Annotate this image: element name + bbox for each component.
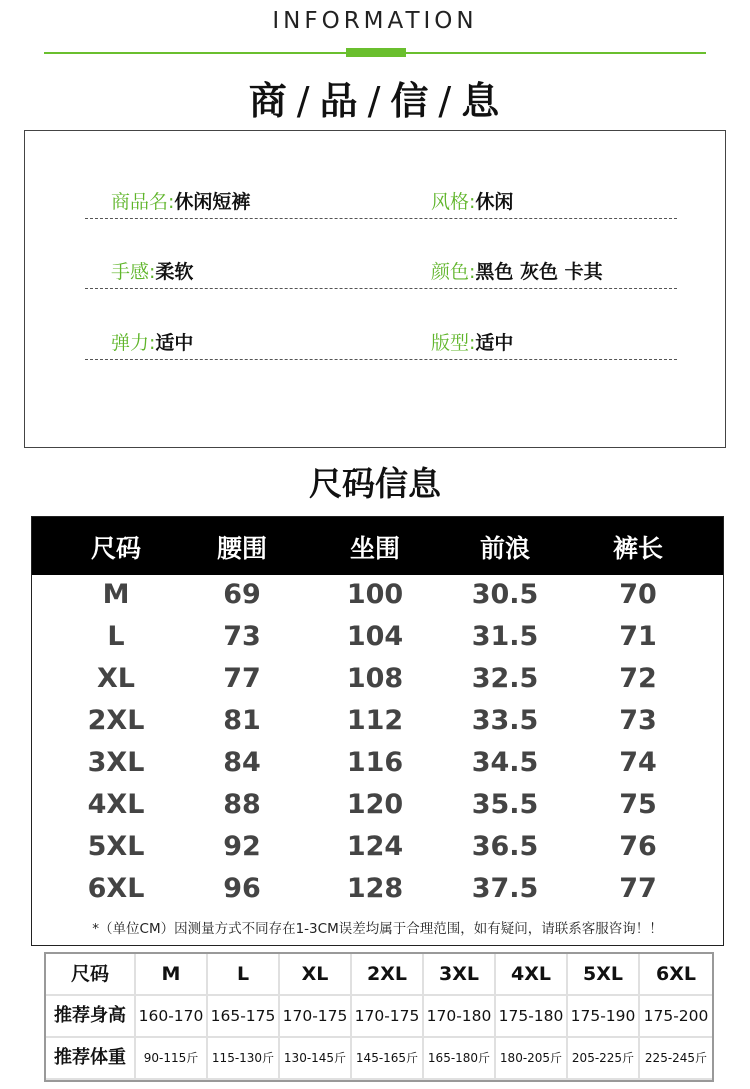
info-key: 商品名: [111,191,175,213]
hip-cell: 108 [346,663,404,694]
info-field-feel [111,257,193,284]
size-cell: 3XL [87,747,145,778]
length-cell: 75 [619,789,657,820]
info-value: 休闲 [475,191,514,213]
column-header: 裤长 [612,534,663,563]
weight-label-cell: 推荐体重 [46,1038,134,1078]
length-cell: 76 [619,831,657,862]
info-key: 颜色: [431,261,476,283]
info-field-color [431,257,603,284]
weight-cell: 205-225斤 [568,1038,638,1078]
size-header: 6XL [640,954,712,994]
size-header: 5XL [568,954,638,994]
table-row [32,577,723,619]
length-cell: 70 [619,579,657,610]
table-row [32,829,723,871]
size-cell: 2XL [87,705,145,736]
height-cell: 170-175 [280,996,350,1036]
column-header: 尺码 [90,534,141,563]
column-header: 前浪 [479,534,530,563]
product-info-title [0,70,750,125]
size-header: 4XL [496,954,566,994]
size-label-cell: 尺码 [46,954,134,994]
info-field-style [431,187,513,214]
green-accent-bar [346,48,406,57]
size-cell: 4XL [87,789,145,820]
title-separator: / [438,79,454,123]
title-separator: / [296,79,312,123]
size-header: XL [280,954,350,994]
info-row [85,320,677,360]
rise-cell: 33.5 [471,705,539,736]
weight-cell: 180-205斤 [496,1038,566,1078]
info-key: 弹力: [111,332,156,354]
title-char: 息 [461,79,502,123]
rise-cell: 34.5 [471,747,539,778]
weight-cell: 90-115斤 [136,1038,206,1078]
waist-cell: 73 [223,621,261,652]
weight-cell: 165-180斤 [424,1038,494,1078]
size-cell: XL [96,663,136,694]
weight-cell: 145-165斤 [352,1038,422,1078]
info-value: 适中 [155,332,194,354]
height-cell: 165-175 [208,996,278,1036]
hip-cell: 116 [346,747,404,778]
hip-cell: 128 [346,873,404,904]
size-info-title: 尺码信息 [309,464,441,503]
title-separator: / [367,79,383,123]
info-value: 黑色 灰色 卡其 [475,261,603,283]
table-row [32,745,723,787]
length-cell: 74 [619,747,657,778]
measurement-note: *（单位CM）因测量方式不同存在1-3CM误差均属于合理范围，如有疑问，请联系客服咨询！！ [92,921,663,937]
rise-cell: 31.5 [471,621,539,652]
length-cell: 72 [619,663,657,694]
waist-cell: 77 [223,663,261,694]
waist-cell: 96 [223,873,261,904]
length-cell: 77 [619,873,657,904]
title-char: 信 [390,79,431,123]
column-header: 坐围 [349,534,400,563]
size-cell: 5XL [87,831,145,862]
table-row [32,871,723,913]
info-field-name [111,187,250,214]
info-row [85,179,677,219]
height-cell: 170-175 [352,996,422,1036]
size-header: L [208,954,278,994]
recommendation-table [44,952,714,1082]
weight-cell: 115-130斤 [208,1038,278,1078]
size-cell: M [102,579,130,610]
waist-cell: 84 [223,747,261,778]
waist-cell: 88 [223,789,261,820]
hip-cell: 112 [346,705,404,736]
size-header: 2XL [352,954,422,994]
info-field-elasticity [111,328,193,355]
info-value: 柔软 [155,261,194,283]
product-info-box [24,130,726,448]
info-row [85,249,677,289]
rise-cell: 37.5 [471,873,539,904]
waist-cell: 92 [223,831,261,862]
table-row [32,619,723,661]
info-value: 休闲短裤 [174,191,251,213]
size-table [31,516,724,946]
length-cell: 73 [619,705,657,736]
title-char: 品 [319,79,360,123]
height-cell: 170-180 [424,996,494,1036]
info-field-fit [431,328,513,355]
table-row [32,661,723,703]
height-cell: 175-200 [640,996,712,1036]
rise-cell: 32.5 [471,663,539,694]
waist-cell: 81 [223,705,261,736]
size-table-header [32,517,723,575]
waist-cell: 69 [223,579,261,610]
title-char: 商 [248,79,289,123]
size-cell: L [107,621,125,652]
info-value: 适中 [475,332,514,354]
table-row [32,703,723,745]
height-cell: 160-170 [136,996,206,1036]
size-header: 3XL [424,954,494,994]
info-key: 手感: [111,261,156,283]
hip-cell: 124 [346,831,404,862]
weight-cell: 130-145斤 [280,1038,350,1078]
height-cell: 175-190 [568,996,638,1036]
size-cell: 6XL [87,873,145,904]
size-header: M [136,954,206,994]
hip-cell: 120 [346,789,404,820]
english-title: INFORMATION [272,8,478,34]
length-cell: 71 [619,621,657,652]
rise-cell: 30.5 [471,579,539,610]
height-label-cell: 推荐身高 [46,996,134,1036]
column-header: 腰围 [216,534,267,563]
hip-cell: 104 [346,621,404,652]
weight-cell: 225-245斤 [640,1038,712,1078]
hip-cell: 100 [346,579,404,610]
rise-cell: 36.5 [471,831,539,862]
height-cell: 175-180 [496,996,566,1036]
rise-cell: 35.5 [471,789,539,820]
table-row [32,787,723,829]
info-key: 风格: [431,191,476,213]
info-key: 版型: [431,332,476,354]
